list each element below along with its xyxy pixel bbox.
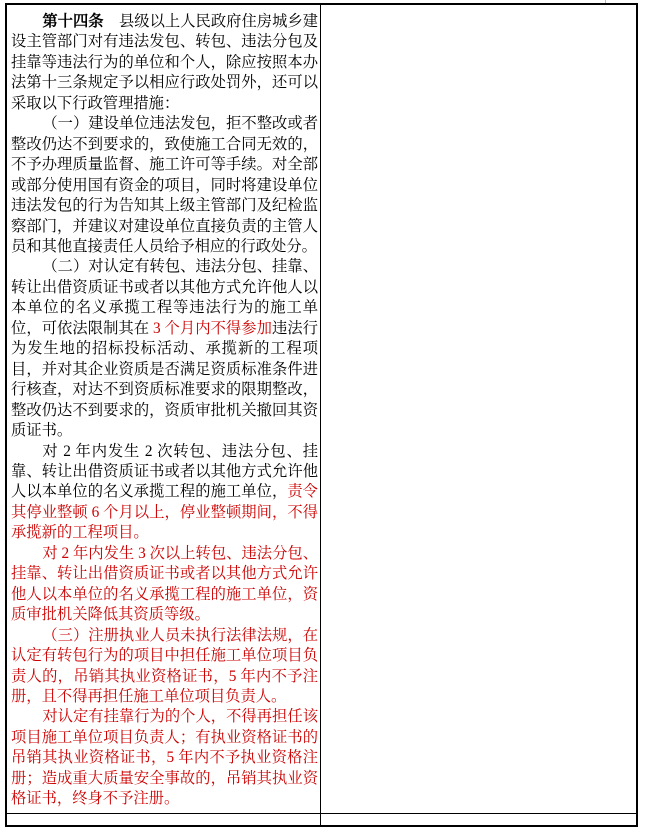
red-text-run: 3 个月内不得参加	[153, 319, 272, 337]
red-text-run: 对认定有挂靠行为的个人，不得再担任该项目施工单位项目负责人；有执业资格证书的吊销其执业资格证书，5 年内不予执业资格注册；造成重大质量安全事故的，吊销其执业资格证书，终身不予注册。	[11, 708, 318, 808]
legal-paragraph	[11, 707, 318, 809]
legal-paragraph	[11, 626, 318, 708]
legal-paragraph	[11, 114, 318, 257]
legal-paragraph	[11, 442, 318, 544]
legal-document-table	[5, 3, 638, 827]
empty-annotation-cell	[321, 5, 636, 813]
text-run: 对 2 年内发生 2 次转包、违法分包、挂靠、转让出借资质证书或者以其他方式允许他人以本单位的名义承揽工程的施工单位，	[11, 442, 318, 501]
legal-paragraph	[11, 544, 318, 626]
next-row-right-cell	[321, 814, 636, 825]
article-paragraphs	[7, 5, 320, 810]
legal-paragraph	[11, 257, 318, 441]
text-run: （二）对认定有转包、违法分包、挂靠、转让出借资质证书或者以其他方式允许他人以本单位的名义承揽工程等违法行为的施工单位，可依法限制其在	[11, 258, 318, 337]
red-text-run: （三）注册执业人员未执行法律法规，在认定有转包行为的项目中担任施工单位项目负责人的，吊销其执业资格证书，5 年内不予注册，且不得再担任施工单位项目负责人。	[11, 626, 318, 705]
legal-paragraph	[11, 12, 318, 114]
table-row-partial	[7, 814, 636, 825]
text-run: 违法行为发生地的招标投标活动、承揽新的工程项目，并对其企业资质是否满足资质标准条件进行核查，对达不到资质标准要求的限期整改，整改仍达不到要求的，资质审批机关撤回其资质证书。	[11, 319, 318, 440]
red-text-run: 对 2 年内发生 3 次以上转包、违法分包、挂靠、转让出借资质证书或者以其他方式允许他人以本单位的名义承揽工程的施工单位，资质审批机关降低其资质等级。	[11, 544, 318, 624]
red-text-run: 责令其停业整顿 6 个月以上，停业整顿期间，不得承揽新的工程项目。	[11, 483, 318, 542]
text-run: 县级以上人民政府住房城乡建设主管部门对有违法发包、转包、违法分包及挂靠等违法行为的单位和个人，除应按照本办法第十三条规定予以相应行政处罚外，还可以采取以下行政管理措施：	[11, 13, 318, 112]
table-row	[7, 5, 636, 814]
next-row-left-cell	[7, 814, 321, 825]
text-run: （一）建设单位违法发包，拒不整改或者整改仍达不到要求的，致使施工合同无效的，不予办理质量监督、施工许可等手续。对全部或部分使用国有资金的项目，同时将建设单位违法发包的行为告知其上级主管部门及纪检监察部门，并建议对建设单位直接负责的主管人员和其他直接责任人员给予相应的行政处分。	[11, 115, 318, 255]
article-text-cell	[7, 5, 321, 813]
text-run: 第十四条	[42, 13, 104, 30]
